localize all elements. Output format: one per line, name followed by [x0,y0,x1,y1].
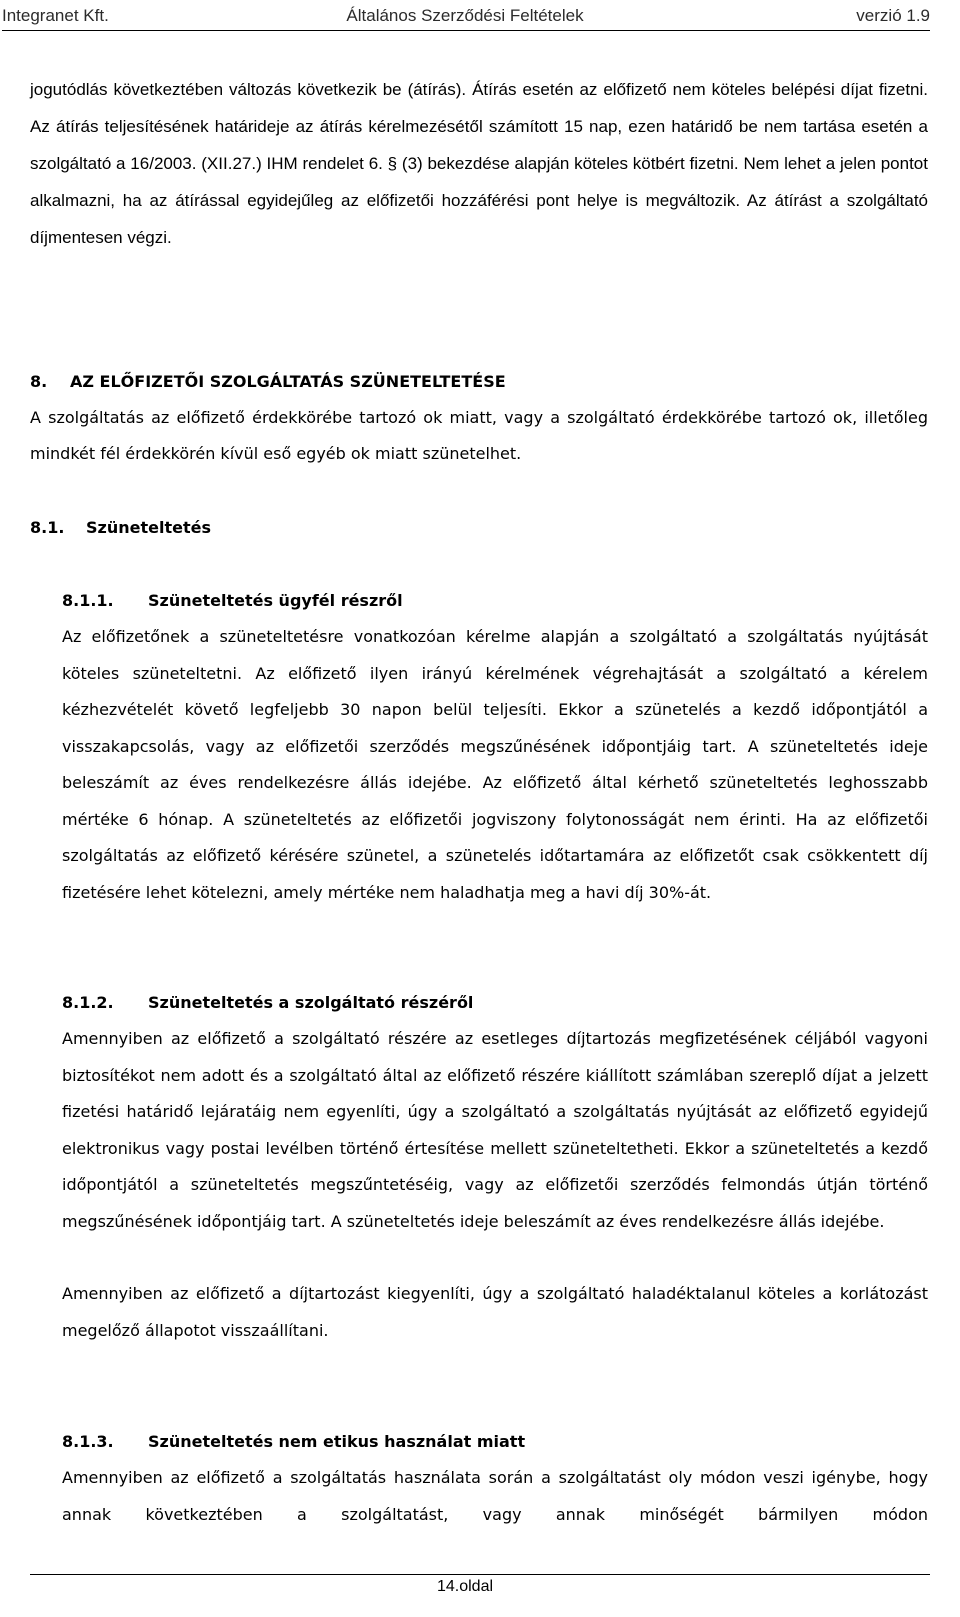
header-company: Integranet Kft. [2,6,109,25]
section-8-1-1-number: 8.1.1. [62,591,114,610]
page-header [0,2,930,32]
section-8-heading [30,364,928,400]
section-8-1-3-number: 8.1.3. [62,1432,114,1451]
section-8 [30,364,928,472]
section-8-1-2 [62,985,928,1349]
section-8-number: 8. [30,372,48,391]
footer-divider [30,1574,930,1575]
header-divider [2,30,930,31]
section-8-title: AZ ELŐFIZETŐI SZOLGÁLTATÁS SZÜNETELTETÉSE [70,372,506,391]
section-8-1-1 [62,583,928,911]
intro-section [30,71,928,256]
section-8-1-2-paragraph-2: Amennyiben az előfizető a díjtartozást kiegyenlíti, úgy a szolgáltató haladéktalanul köteles a korlátozást megelőző állapotot visszaállítani. [62,1284,928,1340]
section-8-paragraph: A szolgáltatás az előfizető érdekkörébe tartozó ok miatt, vagy a szolgáltató érdekkörébe tartozó ok, illetőleg mindkét fél érdekkörén kívül eső egyéb ok miatt szünetelhet. [30,408,928,463]
section-8-1-2-paragraph-1: Amennyiben az előfizető a szolgáltató részére az esetleges díjtartozás megfizetésének céljából vagyoni biztosítékot nem adott és a szolgáltató által az előfizető részére kiállított számlában szereplő díjat a jelzett fizetési határidő lejáratáig nem egyenlíti, úgy a szolgáltató a szolgáltatás nyújtását az előfizető egyidejű elektronikus vagy postai levélben történő értesítése mellett szüneteltetheti. Ekkor a szüneteltetés a kezdő időpontjától a szüneteltetés megszűntetéséig, vagy az előfizetői szerződés felmondás útján történő megszűnésének időpontjáig tart. A szüneteltetés ideje beleszámít az éves rendelkezésre állás idejébe. [62,1029,928,1231]
section-8-1-heading [30,510,211,546]
section-8-1-1-title: Szüneteltetés ügyfél részről [148,591,403,610]
section-8-1-3-heading [62,1424,928,1460]
header-title: Általános Szerződési Feltételek [346,6,584,25]
section-8-1-2-number: 8.1.2. [62,993,114,1012]
header-version: verzió 1.9 [856,6,930,25]
page-number: 14.oldal [436,1578,494,1595]
section-8-1-title: Szüneteltetés [86,518,211,537]
section-8-1-1-paragraph: Az előfizetőnek a szüneteltetésre vonatkozóan kérelme alapján a szolgáltató a szolgáltatás nyújtását köteles szüneteltetni. Az előfizető ilyen irányú kérelmének végrehajtását a szolgáltató a kérelem kézhezvételét követő legfeljebb 30 napon belül teljesíti. Ekkor a szünetelés a kezdő időpontjától a visszakapcsolás, vagy az előfizetői szerződés megszűnésének időpontjáig tart. A szüneteltetés ideje beleszámít az éves rendelkezésre állás idejébe. Az előfizető által kérhető szüneteltetés leghosszabb mértéke 6 hónap. A szüneteltetés az előfizetői jogviszony folytonosságát nem érinti. Ha az előfizetői szolgáltatás az előfizető kérésére szünetel, a szünetelés időtartamára az előfizetőt csak csökkentett díj fizetésére lehet kötelezni, amely mértéke nem haladhatja meg a havi díj 30%-át. [62,627,928,902]
intro-paragraph: jogutódlás következtében változás következik be (átírás). Átírás esetén az előfizető nem köteles belépési díjat fizetni. Az átírás teljesítésének határideje az átírás kérelmezésétől számított 15 nap, ezen határidő be nem tartása esetén a szolgáltató a 16/2003. (XII.27.) IHM rendelet 6. § (3) bekezdése alapján köteles kötbért fizetni. Nem lehet a jelen pontot alkalmazni, ha az átírással egyidejűleg az előfizetői hozzáférési pont helye is megváltozik. Az átírást a szolgáltató díjmentesen végzi. [30,80,928,247]
section-8-1-3 [62,1424,928,1533]
section-8-1-1-heading [62,583,928,619]
section-8-1-3-paragraph: Amennyiben az előfizető a szolgáltatás használata során a szolgáltatást oly módon veszi igénybe, hogy annak következtében a szolgáltatást, vagy annak minőségét bármilyen módon [62,1468,928,1524]
section-8-1-2-heading [62,985,928,1021]
section-8-1-3-title: Szüneteltetés nem etikus használat miatt [148,1432,526,1451]
section-8-1-2-title: Szüneteltetés a szolgáltató részéről [148,993,474,1012]
section-8-1-number: 8.1. [30,518,65,537]
